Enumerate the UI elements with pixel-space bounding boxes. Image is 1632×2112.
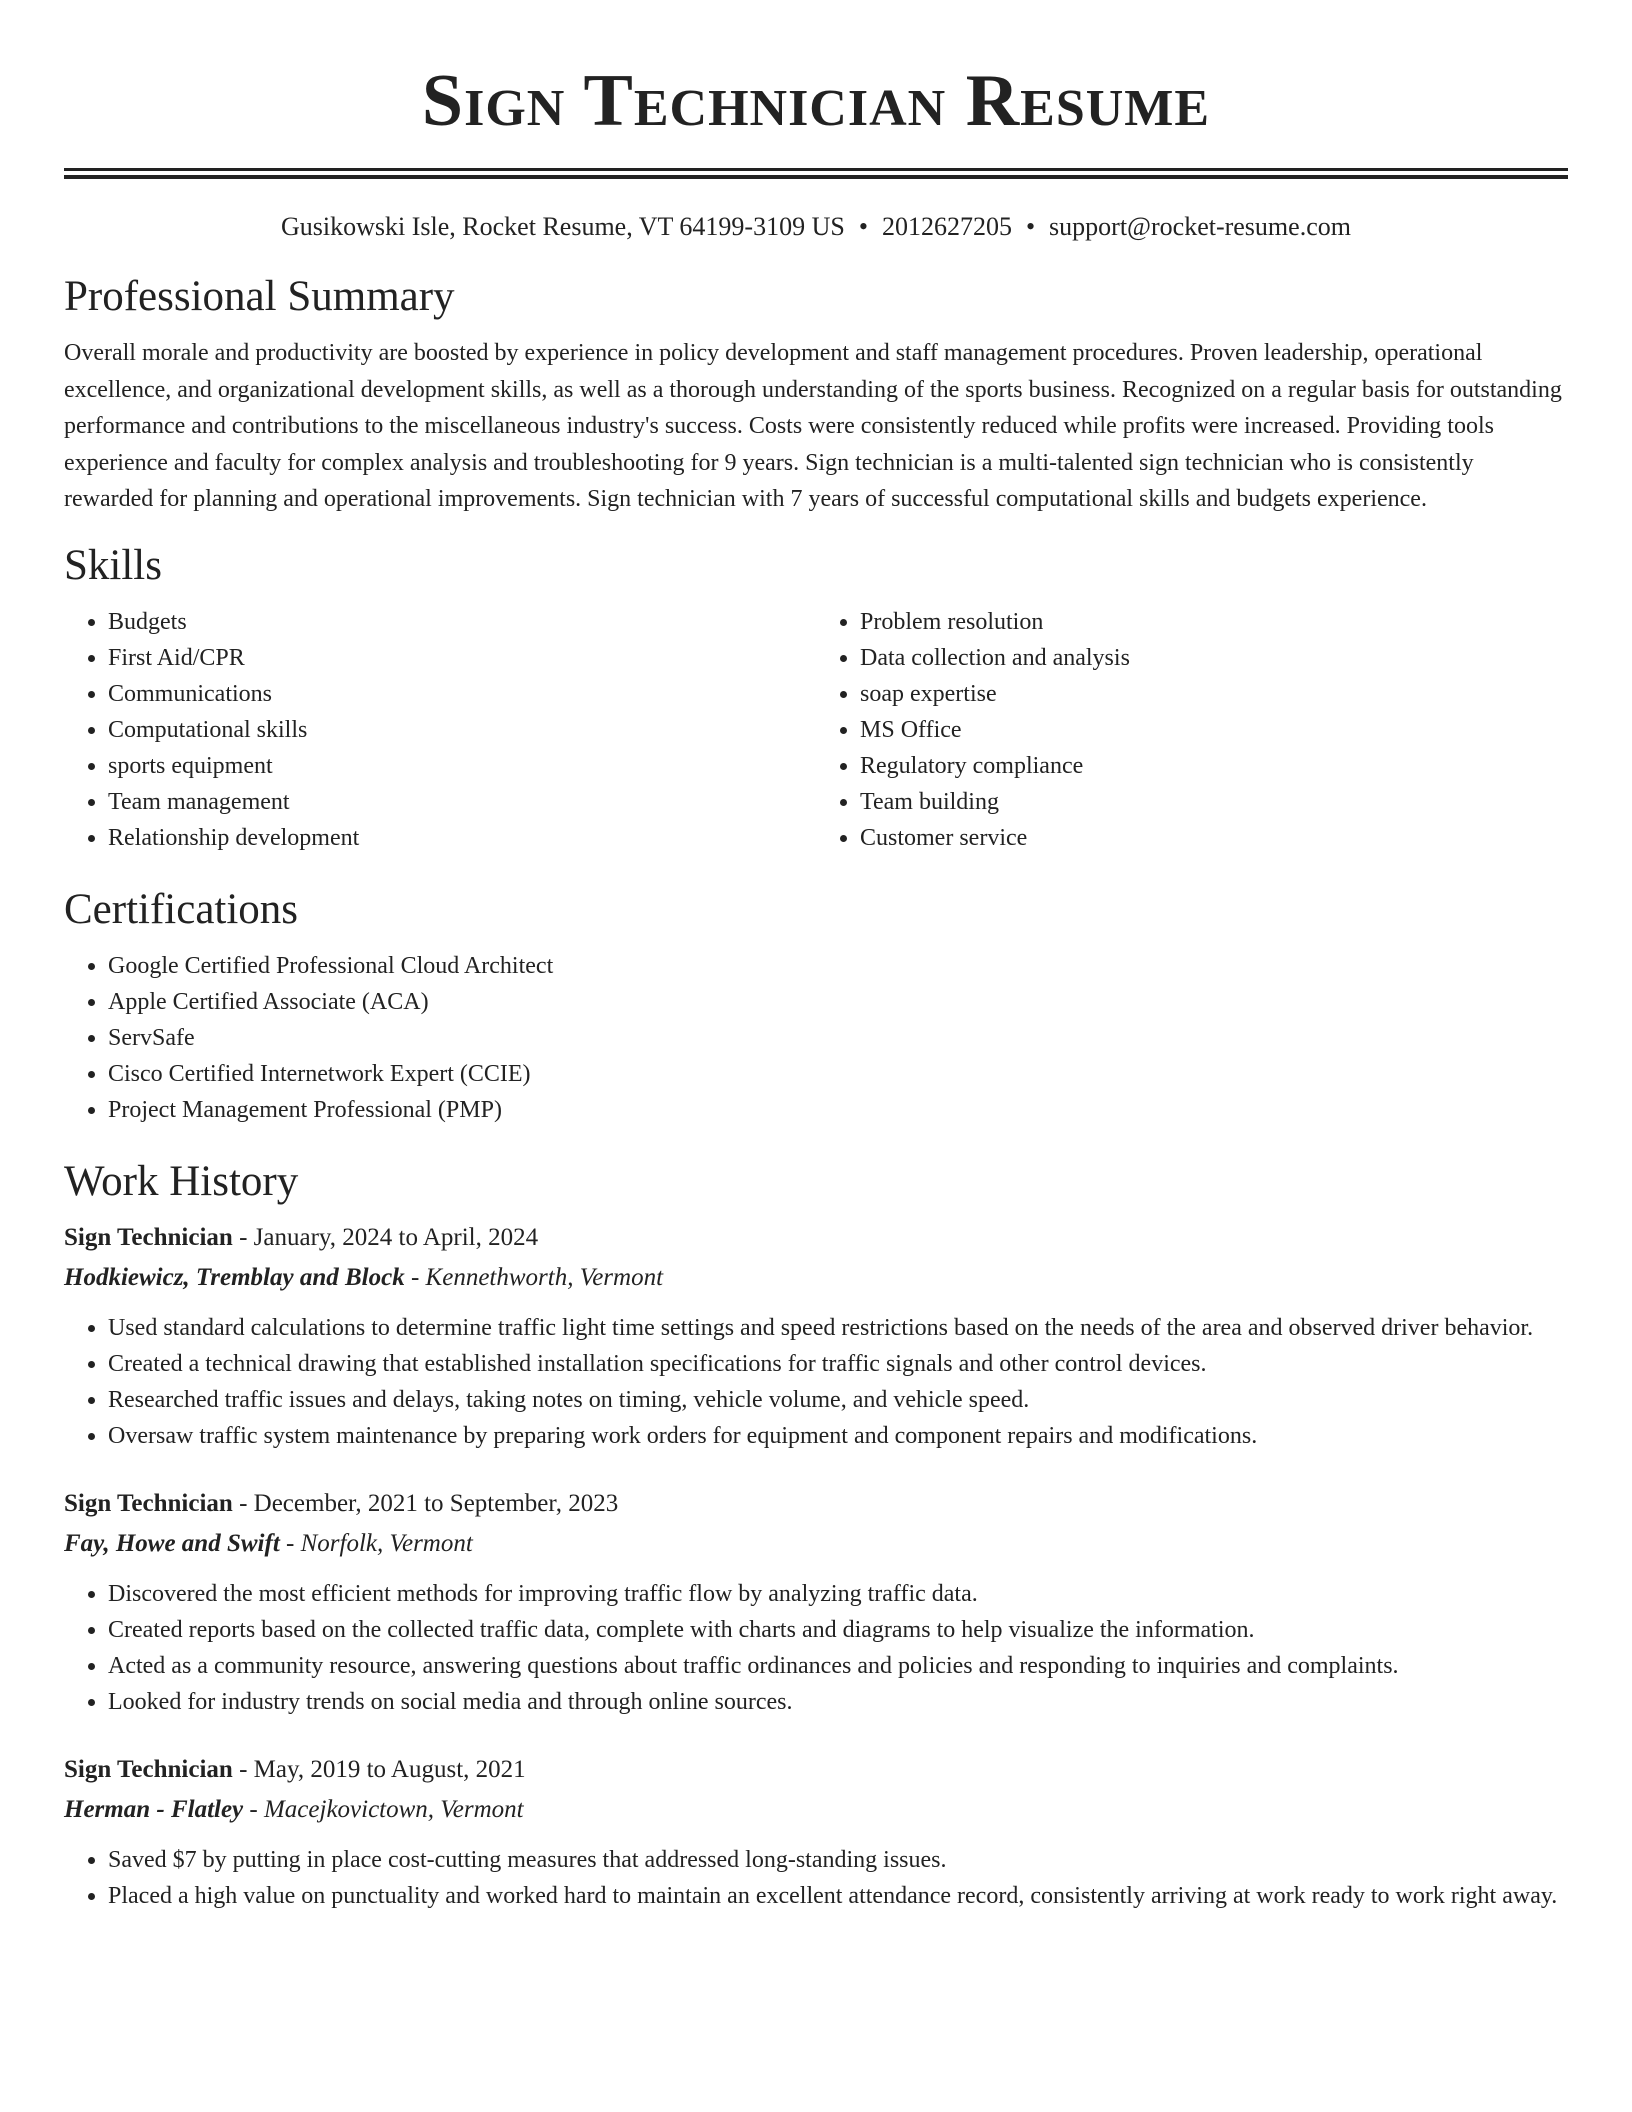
skills-section <box>64 538 1568 856</box>
job-title: Sign Technician <box>64 1489 233 1517</box>
contact-address: Gusikowski Isle, Rocket Resume, VT 64199-3109 US <box>281 212 845 241</box>
certifications-section <box>64 882 1568 1128</box>
summary-text: Overall morale and productivity are boosted by experience in policy development and staff management procedures. Proven leadership, operational excellence, and organizational development skills, as well as a thorough understanding of the sports business. Recognized on a regular basis for outstanding performance and contributions to the miscellaneous industry's success. Costs were consistently reduced while profits were increased. Providing tools experience and faculty for complex analysis and troubleshooting for 9 years. Sign technician is a multi-talented sign technician who is consistently rewarded for planning and operational improvements. Sign technician with 7 years of successful computational skills and budgets experience. <box>64 340 1562 512</box>
job-dates: January, 2024 to April, 2024 <box>253 1223 539 1251</box>
contact-email[interactable]: support@rocket-resume.com <box>1049 212 1351 241</box>
skill-item: • sports equipment <box>108 748 816 784</box>
job-dates: December, 2021 to September, 2023 <box>253 1489 619 1517</box>
skill-item: • First Aid/CPR <box>108 640 816 676</box>
job-title: Sign Technician <box>64 1755 233 1783</box>
contact-separator: • <box>1025 212 1036 241</box>
skills-list-left <box>64 604 816 856</box>
job-bullet: • Researched traffic issues and delays, taking notes on timing, vehicle volume, and vehicle speed. <box>108 1382 1568 1418</box>
skill-item: • Communications <box>108 676 816 712</box>
skill-item: • Regulatory compliance <box>860 748 1568 784</box>
job-location: Norfolk, Vermont <box>300 1529 473 1557</box>
resume-page <box>64 0 1568 1914</box>
job-header: Sign Technician - January, 2024 to April, 2024 <box>64 1223 539 1251</box>
job-entry <box>64 1218 1568 1454</box>
skill-item: • MS Office <box>860 712 1568 748</box>
skill-item: • Customer service <box>860 820 1568 856</box>
work-heading: Work History <box>64 1157 299 1205</box>
skills-columns <box>64 604 1568 856</box>
certification-item: • Apple Certified Associate (ACA) <box>108 984 1568 1020</box>
skills-list-right <box>816 604 1568 856</box>
work-section <box>64 1154 1568 1914</box>
job-bullets <box>64 1310 1568 1454</box>
job-company-line: Hodkiewicz, Tremblay and Block - Kennethworth, Vermont <box>64 1263 664 1291</box>
job-location: Kennethworth, Vermont <box>425 1263 664 1291</box>
job-bullet: • Acted as a community resource, answering questions about traffic ordinances and policies and responding to inquiries and complaints. <box>108 1648 1568 1684</box>
page-title: Sign Technician Resume <box>421 60 1211 142</box>
job-bullet: • Discovered the most efficient methods for improving traffic flow by analyzing traffic data. <box>108 1576 1568 1612</box>
job-title: Sign Technician <box>64 1223 233 1251</box>
certification-item: • Project Management Professional (PMP) <box>108 1092 1568 1128</box>
skill-item: • Relationship development <box>108 820 816 856</box>
job-bullets <box>64 1576 1568 1720</box>
job-bullet: • Saved $7 by putting in place cost-cutting measures that addressed long-standing issues. <box>108 1842 1568 1878</box>
summary-section <box>64 269 1568 518</box>
job-entry <box>64 1484 1568 1720</box>
skills-heading: Skills <box>64 541 162 589</box>
skill-item: • Team management <box>108 784 816 820</box>
skill-item: • Team building <box>860 784 1568 820</box>
skill-item: • Problem resolution <box>860 604 1568 640</box>
job-bullet: • Placed a high value on punctuality and worked hard to maintain an excellent attendance record, consistently arriving at work ready to work right away. <box>108 1878 1568 1914</box>
skill-item: • Budgets <box>108 604 816 640</box>
contact-separator: • <box>858 212 868 241</box>
job-company: Fay, Howe and Swift <box>64 1529 280 1557</box>
skill-item: • Data collection and analysis <box>860 640 1568 676</box>
certification-item: • Cisco Certified Internetwork Expert (CCIE) <box>108 1056 1568 1092</box>
certifications-heading: Certifications <box>64 885 299 933</box>
job-company-line: Herman - Flatley - Macejkovictown, Vermont <box>64 1795 524 1823</box>
skill-item: • Computational skills <box>108 712 816 748</box>
job-bullet: • Created reports based on the collected traffic data, complete with charts and diagrams to help visualize the information. <box>108 1612 1568 1648</box>
certification-item: • ServSafe <box>108 1020 1568 1056</box>
job-header: Sign Technician - December, 2021 to September, 2023 <box>64 1489 619 1517</box>
certification-item: • Google Certified Professional Cloud Architect <box>108 948 1568 984</box>
job-entry <box>64 1750 1568 1914</box>
job-bullet: • Looked for industry trends on social media and through online sources. <box>108 1684 1568 1720</box>
contact-phone: 2012627205 <box>881 212 1012 241</box>
job-company: Herman - Flatley <box>64 1795 244 1823</box>
job-dates: May, 2019 to August, 2021 <box>253 1755 526 1783</box>
job-bullet: • Created a technical drawing that established installation specifications for traffic signals and other control devices. <box>108 1346 1568 1382</box>
job-company: Hodkiewicz, Tremblay and Block <box>64 1263 405 1291</box>
job-header: Sign Technician - May, 2019 to August, 2021 <box>64 1755 526 1783</box>
job-location: Macejkovictown, Vermont <box>263 1795 524 1823</box>
contact-line <box>64 209 1568 245</box>
summary-heading: Professional Summary <box>64 273 455 320</box>
job-bullets <box>64 1842 1568 1914</box>
job-bullet: • Used standard calculations to determine traffic light time settings and speed restrictions based on the needs of the area and observed driver behavior. <box>108 1310 1568 1346</box>
job-bullet: • Oversaw traffic system maintenance by preparing work orders for equipment and component repairs and modifications. <box>108 1418 1568 1454</box>
job-company-line: Fay, Howe and Swift - Norfolk, Vermont <box>64 1529 473 1557</box>
skill-item: • soap expertise <box>860 676 1568 712</box>
certifications-list <box>64 948 1568 1128</box>
title-divider <box>64 168 1568 179</box>
